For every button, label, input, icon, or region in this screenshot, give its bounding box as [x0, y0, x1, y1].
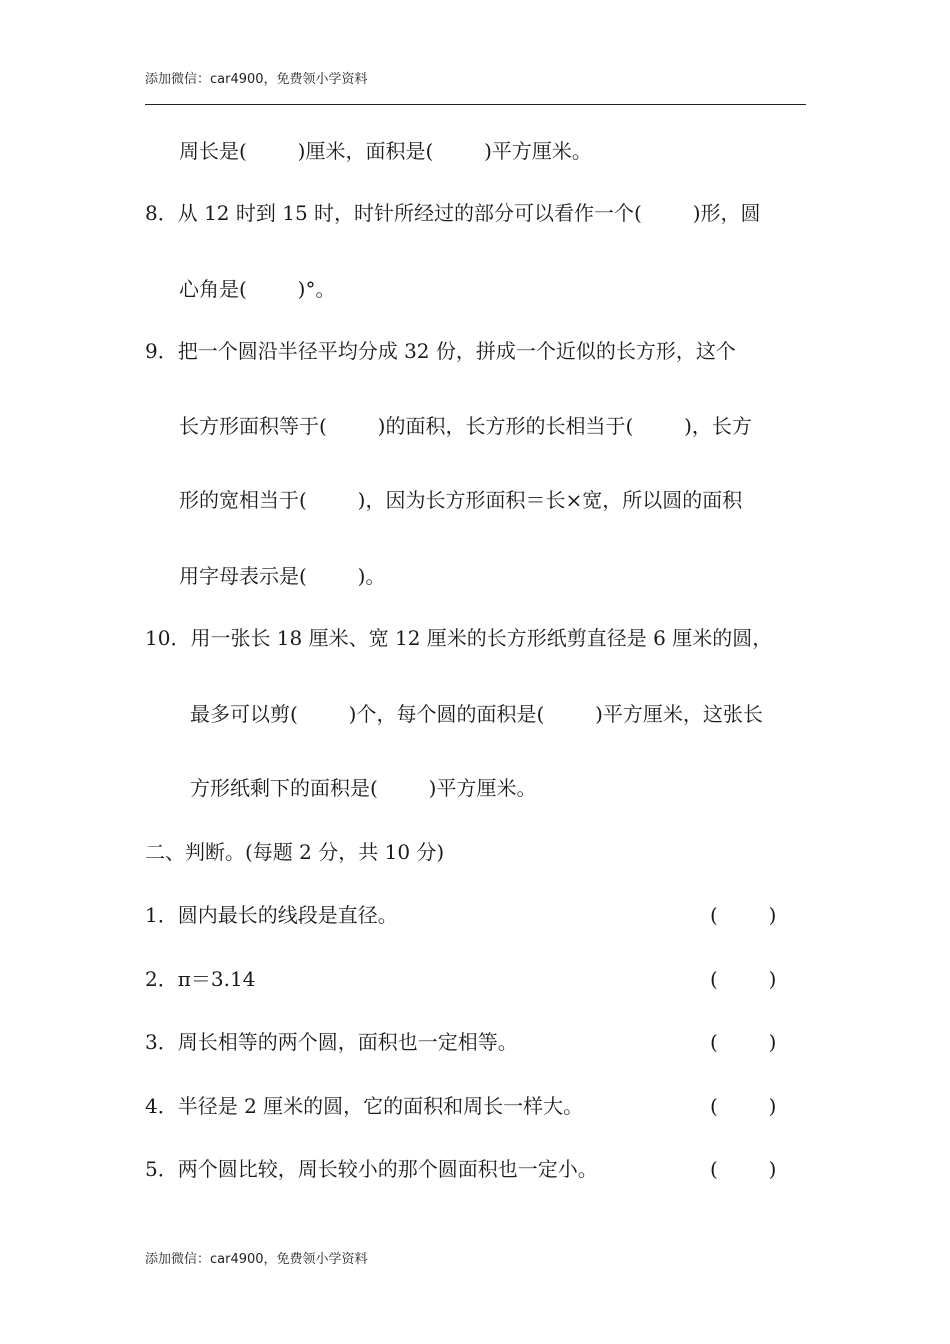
q9-line-2: 长方形面积等于( )的面积，长方形的长相当于( )，长方: [179, 414, 752, 438]
judge-answer-bracket-2: ( ): [710, 967, 777, 991]
q10-line-1: 10．用一张长 18 厘米、宽 12 厘米的长方形纸剪直径是 6 厘米的圆，: [145, 626, 773, 650]
header-divider: [145, 104, 806, 105]
q9-line-3: 形的宽相当于( )，因为长方形面积＝长×宽，所以圆的面积: [179, 488, 743, 512]
q9-line-1: 9．把一个圆沿半径平均分成 32 份，拼成一个近似的长方形，这个: [145, 339, 736, 363]
q8-line-1: 8．从 12 时到 15 时，时针所经过的部分可以看作一个( )形，圆: [145, 201, 761, 225]
page-footer-watermark: 添加微信：car4900，免费领小学资料: [145, 1252, 368, 1267]
judge-item-5: 5．两个圆比较，周长较小的那个圆面积也一定小。: [145, 1157, 598, 1181]
q10-line-3: 方形纸剩下的面积是( )平方厘米。: [190, 776, 537, 800]
judge-answer-bracket-3: ( ): [710, 1030, 777, 1054]
judge-answer-bracket-1: ( ): [710, 903, 777, 927]
judge-answer-bracket-4: ( ): [710, 1094, 777, 1118]
page-header-watermark: 添加微信：car4900，免费领小学资料: [145, 72, 368, 87]
q8-line-2: 心角是( )°。: [179, 277, 336, 301]
q7-continuation-line: 周长是( )厘米，面积是( )平方厘米。: [179, 139, 592, 163]
q10-line-2: 最多可以剪( )个，每个圆的面积是( )平方厘米，这张长: [190, 702, 763, 726]
judge-item-3: 3．周长相等的两个圆，面积也一定相等。: [145, 1030, 518, 1054]
judge-item-1: 1．圆内最长的线段是直径。: [145, 903, 398, 927]
judge-section-title: 二、判断。(每题 2 分，共 10 分): [145, 840, 445, 864]
q9-line-4: 用字母表示是( )。: [179, 564, 386, 588]
judge-answer-bracket-5: ( ): [710, 1157, 777, 1181]
judge-item-4: 4．半径是 2 厘米的圆，它的面积和周长一样大。: [145, 1094, 584, 1118]
judge-item-2: 2．π＝3.14: [145, 967, 256, 991]
